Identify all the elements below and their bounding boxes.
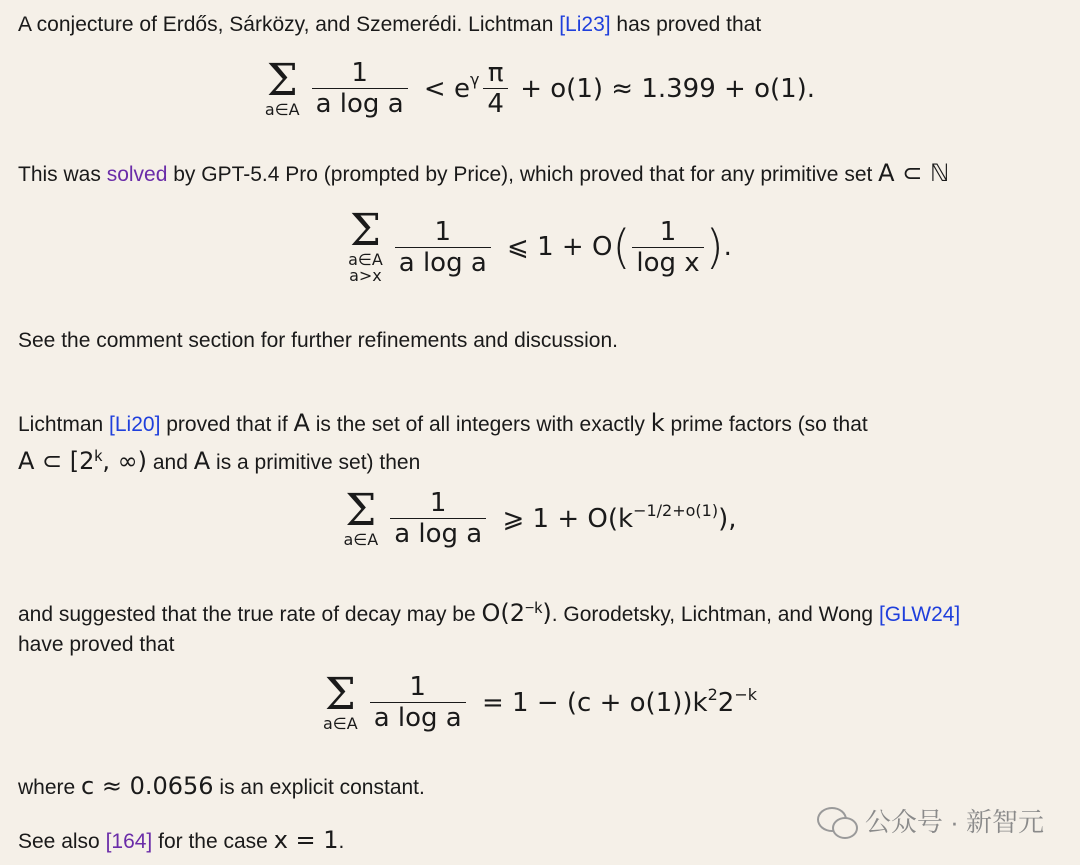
citation-link-glw24[interactable]: [GLW24]: [878, 603, 961, 626]
fraction-inner: $\frac{1}{\text{log x}}$: [632, 217, 703, 278]
citation-link-164[interactable]: [164]: [105, 830, 153, 853]
fraction-pi: $\frac{\pi}{4}$: [483, 58, 508, 119]
text: A conjecture of Erdős, Sárközy, and Szemerédi. Lichtman: [18, 13, 560, 36]
citation-link-li23[interactable]: [Li23]: [559, 13, 611, 36]
summation: Σ a∈A a>x: [348, 205, 383, 285]
equation-1: Σ a∈A $\frac{1}{\text{a log a}}$ < e $^\gamma$ $\frac{\pi}{4}$ + o(1) ≈ 1.399 + o(1).: [264, 54, 816, 119]
equation-4: Σ a∈A $\frac{1}{\text{a log a}}$ = 1 − (c + o(1))k $^2$ 2 $^{-k}$: [323, 668, 757, 733]
fraction: $\frac{1}{\text{a log a}}$: [370, 672, 466, 733]
watermark: [815, 802, 1044, 839]
citation-link-li20[interactable]: [Li20]: [109, 413, 161, 436]
paragraph-decay: and suggested that the true rate of decay may be $O(2^{-k})$. Gorodetsky, Lichtman, and Wong [GLW24] have proved that: [18, 599, 961, 656]
wechat-icon: [815, 804, 857, 838]
paragraph-see-also: See also [164] for the case x = 1.: [18, 826, 345, 854]
equation-3: Σ a∈A $\frac{1}{\text{a log a}}$ ⩾ 1 + O(k $^{-1/2+o(1)}$ ),: [343, 484, 737, 549]
summation: Σ a∈A: [323, 668, 358, 733]
paragraph-see-comments: See the comment section for further refinements and discussion.: [18, 329, 618, 352]
paragraph-solved: This was solved by GPT-5.4 Pro (prompted by Price), which proved that for any primitive set A ⊂ ℕ: [18, 159, 950, 187]
equation-2: Σ a∈A a>x $\frac{1}{\text{a log a}}$ ⩽ 1 + O ( $\frac{1}{\text{log x}}$ ) .: [348, 205, 732, 285]
fraction: $\frac{1}{\text{a log a}}$: [312, 58, 408, 119]
paragraph-constant: where c ≈ 0.0656 is an explicit constant.: [18, 772, 425, 800]
watermark-text: 公众号 · 新智元: [864, 807, 1044, 837]
text: has proved that: [610, 13, 762, 36]
paragraph-lichtman: Lichtman [Li20] proved that if A is the set of all integers with exactly k prime factors (so that A ⊂ [2$^k$, ∞) and A is a primitive set) then: [18, 409, 868, 475]
fraction: $\frac{1}{\text{a log a}}$: [395, 217, 491, 278]
summation: Σ a∈A: [264, 54, 300, 119]
fraction: $\frac{1}{\text{a log a}}$: [390, 488, 486, 549]
solved-link[interactable]: solved: [106, 163, 168, 186]
summation: Σ a∈A: [343, 484, 379, 549]
paragraph-conjecture: [18, 10, 1068, 40]
